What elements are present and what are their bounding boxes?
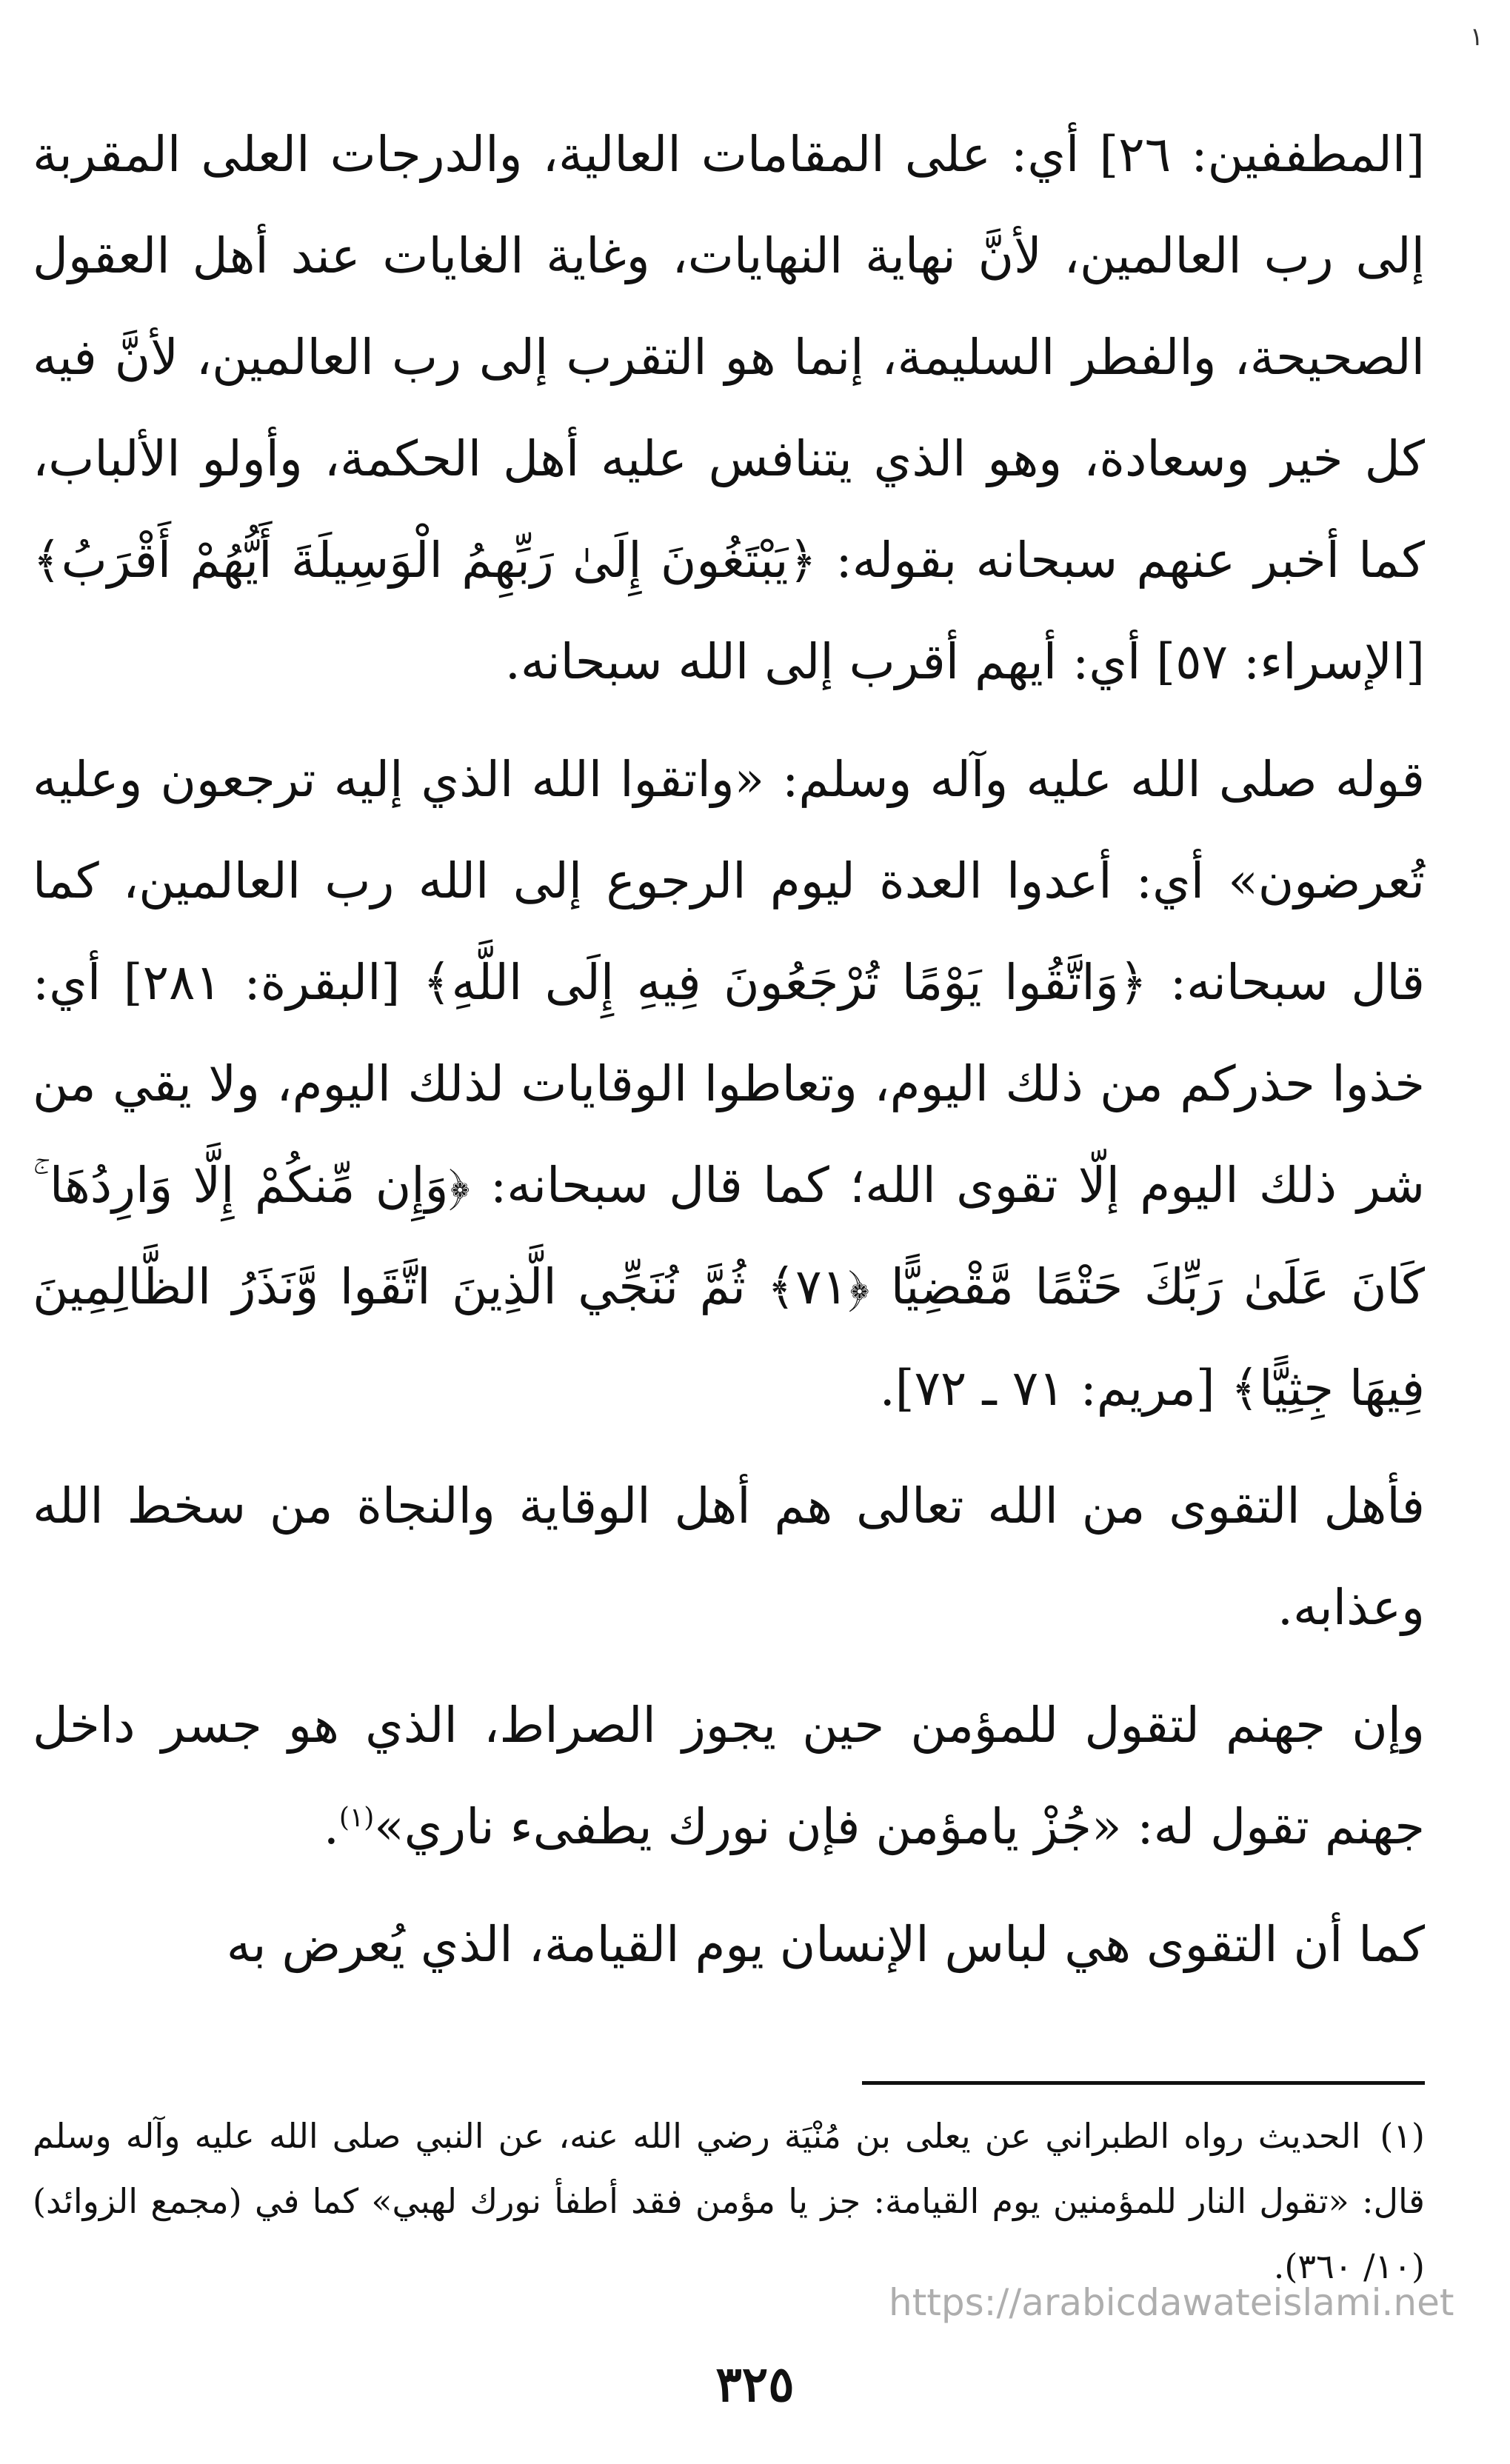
footnote-number: (١) bbox=[1380, 2116, 1425, 2156]
paragraph-3 bbox=[33, 1455, 1425, 1658]
paragraph-2-after: [البقرة: ٢٨١] أي: خذوا حذركم من ذلك اليوم، وتعاطوا الوقايات لذلك اليوم، ولا يقي من شر ذلك اليوم إلّا تقوى الله؛ كما قال سبحانه: bbox=[33, 954, 1426, 1214]
paragraph-4 bbox=[33, 1675, 1425, 1877]
paragraph-1-text: [المطففين: ٢٦] أي: على المقامات العالية، والدرجات العلى المقربة إلى رب العالمين، لأنَّ نهاية النهايات، وغاية الغايات عند أهل العقول الصحيحة، والفطر السليمة، إنما هو التقرب إلى رب العالمين، لأنَّ فيه كل خير وسعادة، وهو الذي يتنافس عليه أهل الحكمة، وأولو الألباب، كما أخبر عنهم سبحانه بقوله: bbox=[33, 126, 1425, 589]
paragraph-2-after-2: [مريم: ٧١ ـ ٧٢]. bbox=[879, 1360, 1231, 1417]
paragraph-1-after: [الإسراء: ٥٧] أي: أيهم أقرب إلى الله سبحانه. bbox=[504, 633, 1425, 690]
quran-verse-isra: ﴿يَبْتَغُونَ إِلَىٰ رَبِّهِمُ الْوَسِيلَةَ أَيُّهُمْ أَقْرَبُ﴾ bbox=[33, 532, 818, 589]
footnote bbox=[33, 2103, 1425, 2299]
page-number: ٣٢٥ bbox=[715, 2355, 795, 2413]
paragraph-5-text: كما أن التقوى هي لباس الإنسان يوم القيامة، الذي يُعرض به bbox=[226, 1916, 1425, 1973]
paragraph-4-after: . bbox=[323, 1798, 339, 1855]
corner-mark: ١ bbox=[1469, 22, 1483, 52]
footnote-reference[interactable]: (١) bbox=[338, 1803, 375, 1833]
paragraph-3-text: فأهل التقوى من الله تعالى هم أهل الوقاية والنجاة من سخط الله وعذابه. bbox=[33, 1478, 1425, 1636]
footnote-divider bbox=[862, 2081, 1425, 2085]
paragraph-2 bbox=[33, 729, 1425, 1439]
paragraph-2-text: قوله صلى الله عليه وآله وسلم: «واتقوا الله الذي إليه ترجعون وعليه تُعرضون» أي: أعدوا العدة ليوم الرجوع إلى الله رب العالمين، كما قال سبحانه: bbox=[33, 751, 1425, 1011]
paragraph-4-text: وإن جهنم لتقول للمؤمن حين يجوز الصراط، الذي هو جسر داخل جهنم تقول له: «جُزْ يامؤمن فإن نورك يطفىء ناري» bbox=[33, 1697, 1425, 1855]
footnote-text: الحديث رواه الطبراني عن يعلى بن مُنْيَة رضي الله عنه، عن النبي صلى الله عليه وآله وسلم قال: «تقول النار للمؤمنين يوم القيامة: جز يا مؤمن فقد أطفأ نورك لهبي» كما في (مجمع الزوائد) (١٠/ ٣٦٠). bbox=[33, 2116, 1425, 2286]
quran-verse-maryam: ﴿وَإِن مِّنكُمْ إِلَّا وَارِدُهَا ۚ كَانَ عَلَىٰ رَبِّكَ حَتْمًا مَّقْضِيًّا ﴿٧١﴾ ثُمَّ نُنَجِّي الَّذِينَ اتَّقَوا وَّنَذَرُ الظَّالِمِينَ فِيهَا جِثِيًّا﴾ bbox=[33, 1157, 1425, 1417]
main-text bbox=[33, 104, 1425, 2011]
watermark: https://arabicdawateislami.net bbox=[889, 2281, 1454, 2324]
quran-verse-baqarah: ﴿وَاتَّقُوا يَوْمًا تُرْجَعُونَ فِيهِ إِلَى اللَّهِ﴾ bbox=[422, 954, 1148, 1011]
paragraph-5 bbox=[33, 1894, 1425, 1995]
paragraph-1 bbox=[33, 104, 1425, 712]
